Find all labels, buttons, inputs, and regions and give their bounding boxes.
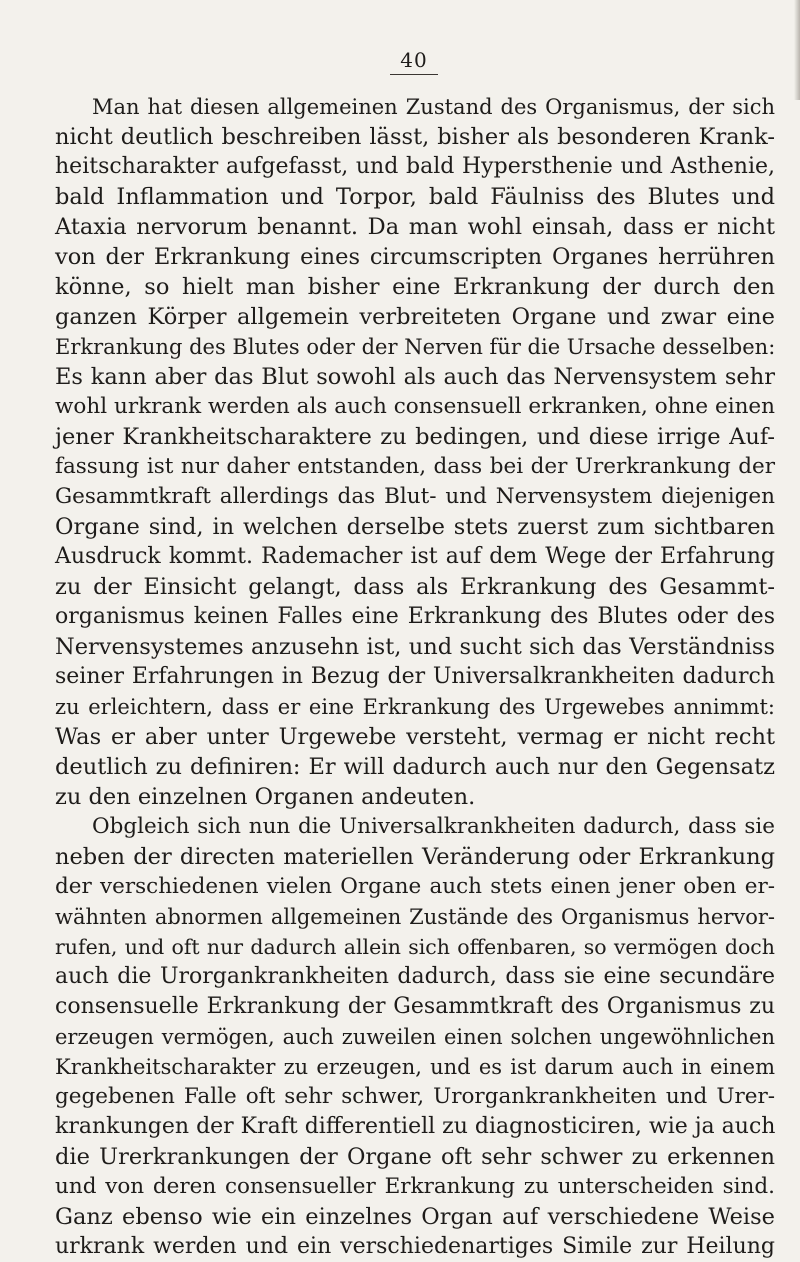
text-line: von der Erkrankung eines circumscripten Organes herrühren (55, 244, 775, 270)
text-line: zu der Einsicht gelangt, dass als Erkrankung des Gesammt- (55, 574, 775, 600)
text-line: ganzen Körper allgemein verbreiteten Organe und zwar eine (55, 304, 775, 330)
text-line: der verschiedenen vielen Organe auch stets einen jener oben er- (55, 874, 775, 899)
text-line: consensuelle Erkrankung der Gesammtkraft des Organismus zu (55, 994, 775, 1019)
text-line: krankungen der Kraft differentiell zu diagnosticiren, wie ja auch (55, 1114, 776, 1139)
text-line: fassung ist nur daher entstanden, dass bei der Urerkrankung der (55, 454, 775, 479)
text-line: urkrank werden und ein verschiedenartiges Simile zur Heilung (55, 1234, 775, 1259)
text-line: Ausdruck kommt. Rademacher ist auf dem Wege der Erfahrung (55, 544, 775, 569)
text-line: heitscharakter aufgefasst, und bald Hypersthenie und Asthenie, (55, 154, 775, 179)
text-line: die Urerkrankungen der Organe oft sehr schwer zu erkennen (55, 1144, 775, 1170)
text-line: Es kann aber das Blut sowohl als auch das Nervensystem sehr (55, 364, 775, 390)
text-line: rufen, und oft nur dadurch allein sich offenbaren, so vermögen doch (55, 935, 775, 959)
page-number (0, 48, 800, 75)
text-line: Gesammtkraft allerdings das Blut- und Nervensystem diejenigen (55, 484, 775, 509)
text-line: deutlich zu definiren: Er will dadurch auch nur den Gegensatz (55, 754, 775, 780)
text-line: und von deren consensueller Erkrankung zu unterscheiden sind. (55, 1174, 775, 1199)
text-line: gegebenen Falle oft sehr schwer, Urorgankrankheiten und Urer- (55, 1084, 775, 1109)
text-line: zu erleichtern, dass er eine Erkrankung des Urgewebes annimmt: (55, 695, 775, 719)
text-line: könne, so hielt man bisher eine Erkrankung der durch den (55, 274, 775, 300)
text-line: Obgleich sich nun die Universalkrankheiten dadurch, dass sie (92, 814, 775, 839)
text-line: Nervensystemes anzusehn ist, und sucht sich das Verständniss (55, 634, 775, 660)
text-line: auch die Urorgankrankheiten dadurch, dass sie eine secundäre (55, 964, 775, 989)
text-line: Krankheitscharakter zu erzeugen, und es ist darum auch in einem (55, 1055, 775, 1079)
text-line: Organe sind, in welchen derselbe stets zuerst zum sichtbaren (55, 514, 775, 540)
text-line: jener Krankheitscharaktere zu bedingen, und diese irrige Auf- (55, 424, 775, 450)
text-line: organismus keinen Falles eine Erkrankung des Blutes oder des (55, 604, 775, 629)
page-number-text: 40 (390, 48, 437, 75)
text-line: Ataxia nervorum benannt. Da man wohl einsah, dass er nicht (55, 214, 775, 240)
text-line: wohl urkrank werden als auch consensuell erkranken, ohne einen (55, 394, 775, 419)
text-line: nicht deutlich beschreiben lässt, bisher als besonderen Krank- (55, 124, 775, 150)
text-line: Erkrankung des Blutes oder der Nerven für die Ursache desselben: (55, 335, 776, 359)
text-line: erzeugen vermögen, auch zuweilen einen solchen ungewöhnlichen (55, 1025, 775, 1049)
text-line: bald Inflammation und Torpor, bald Fäulniss des Blutes und (55, 184, 775, 210)
text-line: zu den einzelnen Organen andeuten. (55, 784, 476, 810)
text-line: Was er aber unter Urgewebe versteht, vermag er nicht recht (55, 724, 775, 750)
text-line: wähnten abnormen allgemeinen Zustände des Organismus hervor- (55, 905, 775, 929)
text-line: neben der directen materiellen Veränderung oder Erkrankung (55, 844, 775, 870)
text-line: Ganz ebenso wie ein einzelnes Organ auf verschiedene Weise (55, 1204, 775, 1230)
text-line: Man hat diesen allgemeinen Zustand des Organismus, der sich (92, 95, 775, 119)
text-line: seiner Erfahrungen in Bezug der Universalkrankheiten dadurch (55, 664, 775, 689)
